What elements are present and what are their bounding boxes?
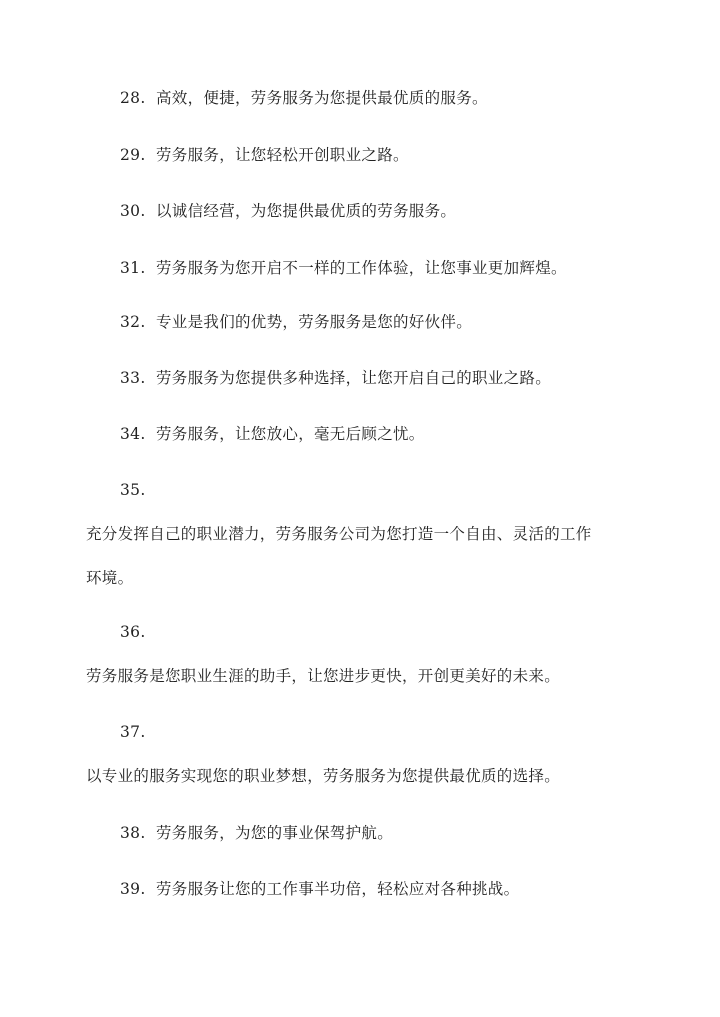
list-item: [120, 879, 519, 899]
item-text: 专业是我们的优势，劳务服务是您的好伙伴。: [156, 313, 473, 331]
item-number: 34.: [120, 425, 146, 443]
item-text: 劳务服务让您的工作事半功倍，轻松应对各种挑战。: [156, 880, 520, 898]
item-number: 39.: [120, 880, 146, 898]
item-number: 30.: [120, 202, 146, 220]
list-item: [120, 145, 409, 165]
list-item-text-line: [86, 766, 560, 786]
item-text: 劳务服务，为您的事业保驾护航。: [156, 824, 394, 842]
item-number: 32.: [120, 313, 146, 331]
item-text: 劳务服务，让您轻松开创职业之路。: [156, 146, 409, 164]
item-number: 33.: [120, 369, 146, 387]
list-item: [120, 201, 456, 221]
item-number: 28.: [120, 89, 146, 107]
list-item: [120, 368, 551, 388]
list-item-number-only: [120, 622, 156, 642]
list-item: [120, 424, 425, 444]
item-text: 劳务服务为您提供多种选择，让您开启自己的职业之路。: [156, 369, 552, 387]
item-text: 劳务服务是您职业生涯的助手，让您进步更快，开创更美好的未来。: [86, 667, 561, 685]
item-text: 以专业的服务实现您的职业梦想，劳务服务为您提供最优质的选择。: [86, 767, 561, 785]
item-text: 环境。: [86, 569, 134, 587]
item-number: 35.: [120, 481, 146, 499]
item-text: 劳务服务为您开启不一样的工作体验，让您事业更加辉煌。: [156, 259, 567, 277]
item-number: 36.: [120, 623, 146, 641]
list-item-text-line: [86, 666, 560, 686]
item-text: 以诚信经营，为您提供最优质的劳务服务。: [156, 202, 457, 220]
item-number: 29.: [120, 146, 146, 164]
item-text: 劳务服务，让您放心，毫无后顾之忧。: [156, 425, 425, 443]
item-number: 37.: [120, 723, 146, 741]
item-text: 充分发挥自己的职业潜力，劳务服务公司为您打造一个自由、灵活的工作: [86, 525, 592, 543]
list-item: [120, 88, 488, 108]
list-item: [120, 312, 472, 332]
item-number: 31.: [120, 259, 146, 277]
item-number: 38.: [120, 824, 146, 842]
list-item-text-line: [86, 568, 133, 588]
list-item-text-line: [86, 524, 592, 544]
list-item: [120, 823, 393, 843]
list-item: [120, 258, 567, 278]
list-item-number-only: [120, 480, 156, 500]
item-text: 高效，便捷，劳务服务为您提供最优质的服务。: [156, 89, 488, 107]
list-item-number-only: [120, 722, 156, 742]
